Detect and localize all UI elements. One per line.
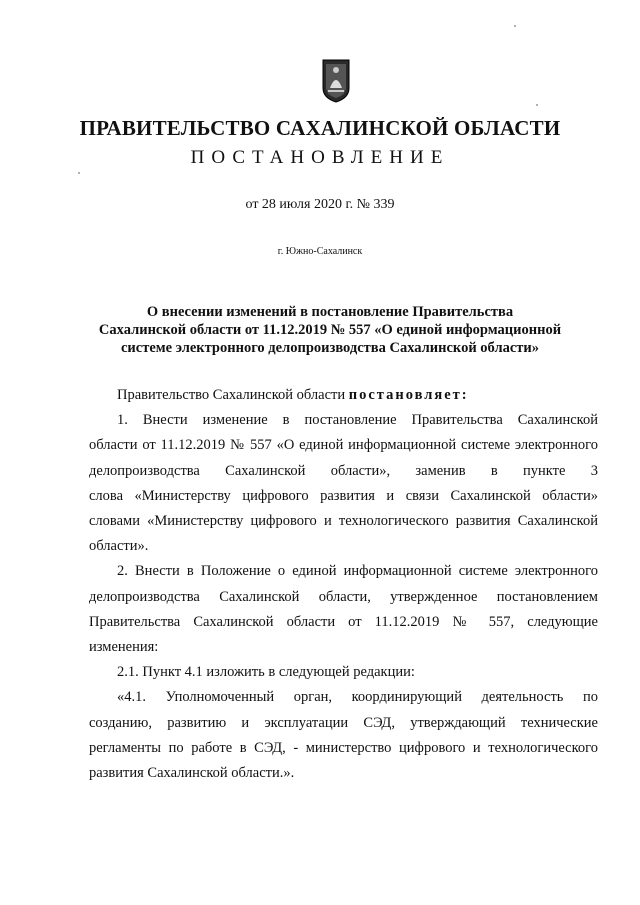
date-number: от 28 июля 2020 г. № 339 [245,197,395,212]
item1-line: области». [89,538,149,555]
government-name: ПРАВИТЕЛЬСТВО САХАЛИНСКОЙ ОБЛАСТИ [79,116,561,140]
scan-speck [514,25,516,27]
quote-line: созданию, развитию и эксплуатации СЭД, утверждающий технические [89,714,598,731]
item1-line: 1. Внести изменение в постановление Правительства Сахалинской [117,412,598,429]
item1-line: слова «Министерству цифрового развития и связи Сахалинской области» [89,487,598,504]
item1-line: словами «Министерству цифрового и технологического развития Сахалинской [89,513,598,530]
item21-paragraph: 2.1. Пункт 4.1 изложить в следующей редакции: [117,664,415,681]
document-title [80,303,580,357]
title-line: Сахалинской области от 11.12.2019 № 557 «О единой информационной [98,322,562,338]
item2-line: Правительства Сахалинской области от 11.12.2019 № 557, следующие [89,613,598,630]
document-kind: ПОСТАНОВЛЕНИЕ [190,147,450,168]
title-line: О внесении изменений в постановление Правительства [146,304,514,320]
item1-line: области от 11.12.2019 № 557 «О единой информационной системе электронного [89,437,598,454]
intro-emphasis: постановляет: [348,387,469,403]
quote-line: развития Сахалинской области.». [89,765,295,782]
scan-speck [536,104,538,106]
scan-speck [78,172,80,174]
quote-line: регламенты по работе в СЭД, - министерство цифрового и технологического [89,739,598,756]
intro-prefix: Правительство Сахалинской области [117,387,346,403]
city: г. Южно-Сахалинск [277,246,363,257]
item2-line: делопроизводства Сахалинской области, утвержденное постановлением [89,588,598,605]
item1-line: делопроизводства Сахалинской области», заменив в пункте 3 [89,462,598,479]
title-line: системе электронного делопроизводства Сахалинской области» [120,340,539,356]
item2-line: 2. Внести в Положение о единой информационной системе электронного [117,563,598,580]
intro-paragraph [117,383,598,408]
item2-line: изменения: [89,639,159,656]
coat-of-arms-icon [321,58,351,104]
quote-line: «4.1. Уполномоченный орган, координирующий деятельность по [117,689,598,706]
document-body [89,383,598,786]
